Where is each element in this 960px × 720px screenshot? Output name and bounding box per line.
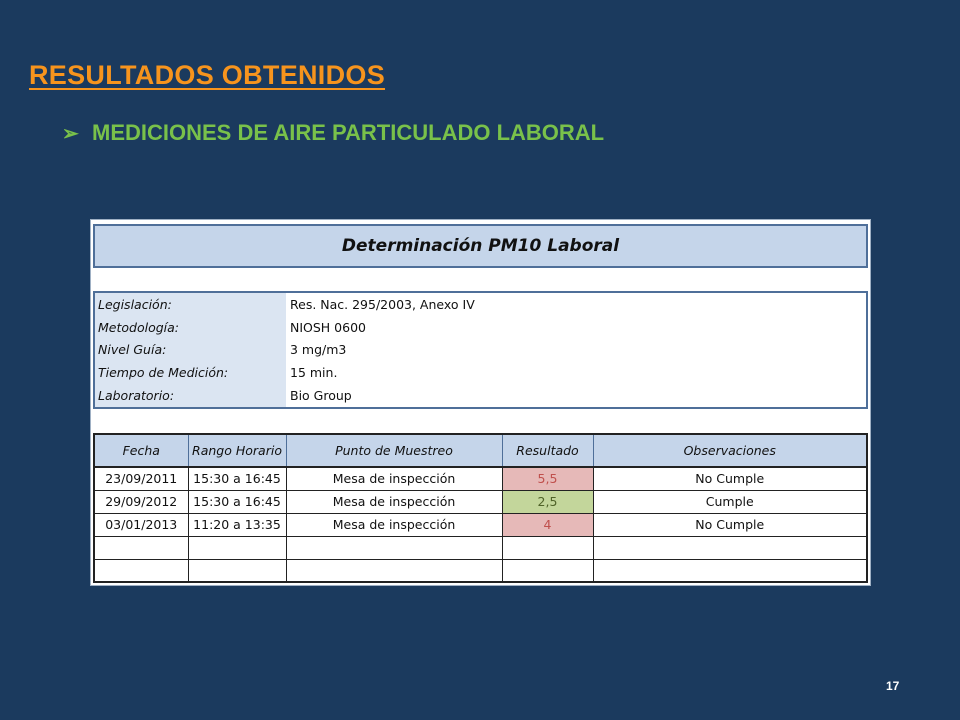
bullet-text: MEDICIONES DE AIRE PARTICULADO LABORAL	[92, 120, 605, 145]
info-label: Laboratorio:	[95, 384, 286, 407]
cell-rango: 11:20 a 13:35	[188, 513, 286, 536]
table-header-row	[94, 434, 867, 467]
page-number: 17	[886, 679, 900, 693]
bullet-heading	[62, 120, 604, 146]
info-label: Nivel Guía:	[95, 339, 286, 362]
arrow-bullet-icon: ➢	[62, 122, 79, 145]
column-header-fecha: Fecha	[94, 434, 188, 467]
column-header-observaciones: Observaciones	[593, 434, 867, 467]
column-header-punto: Punto de Muestreo	[286, 434, 502, 467]
cell-fecha: 03/01/2013	[94, 513, 188, 536]
column-header-rango: Rango Horario	[188, 434, 286, 467]
cell-rango: 15:30 a 16:45	[188, 467, 286, 490]
info-block	[93, 291, 868, 409]
cell-punto	[286, 536, 502, 559]
cell-punto: Mesa de inspección	[286, 467, 502, 490]
table-row	[94, 513, 867, 536]
table-row	[94, 559, 867, 582]
cell-fecha: 29/09/2012	[94, 490, 188, 513]
info-value: Res. Nac. 295/2003, Anexo IV	[290, 296, 475, 312]
info-row	[95, 293, 866, 316]
info-label: Tiempo de Medición:	[95, 361, 286, 384]
info-row	[95, 384, 866, 407]
cell-punto: Mesa de inspección	[286, 490, 502, 513]
table-row	[94, 467, 867, 490]
cell-rango	[188, 559, 286, 582]
info-value: 15 min.	[290, 365, 338, 381]
cell-punto	[286, 559, 502, 582]
cell-fecha	[94, 536, 188, 559]
info-label: Metodología:	[95, 316, 286, 339]
spreadsheet-image	[90, 219, 871, 586]
table-row	[94, 490, 867, 513]
cell-rango	[188, 536, 286, 559]
cell-fecha: 23/09/2011	[94, 467, 188, 490]
column-header-resultado: Resultado	[502, 434, 593, 467]
info-label: Legislación:	[95, 293, 286, 316]
info-row	[95, 361, 866, 384]
info-value: 3 mg/m3	[290, 342, 347, 358]
cell-observaciones	[593, 536, 867, 559]
sheet-header: Determinación PM10 Laboral	[93, 224, 868, 268]
cell-resultado: 5,5	[502, 467, 593, 490]
cell-observaciones: No Cumple	[593, 467, 867, 490]
cell-resultado: 4	[502, 513, 593, 536]
cell-fecha	[94, 559, 188, 582]
cell-punto: Mesa de inspección	[286, 513, 502, 536]
cell-observaciones: No Cumple	[593, 513, 867, 536]
slide-title: RESULTADOS OBTENIDOS	[29, 60, 386, 90]
info-value: Bio Group	[290, 388, 352, 404]
info-row	[95, 316, 866, 339]
cell-resultado	[502, 559, 593, 582]
results-table	[93, 433, 868, 583]
table-row	[94, 536, 867, 559]
cell-resultado: 2,5	[502, 490, 593, 513]
cell-rango: 15:30 a 16:45	[188, 490, 286, 513]
cell-observaciones: Cumple	[593, 490, 867, 513]
cell-resultado	[502, 536, 593, 559]
info-value: NIOSH 0600	[290, 319, 366, 335]
info-row	[95, 339, 866, 362]
cell-observaciones	[593, 559, 867, 582]
